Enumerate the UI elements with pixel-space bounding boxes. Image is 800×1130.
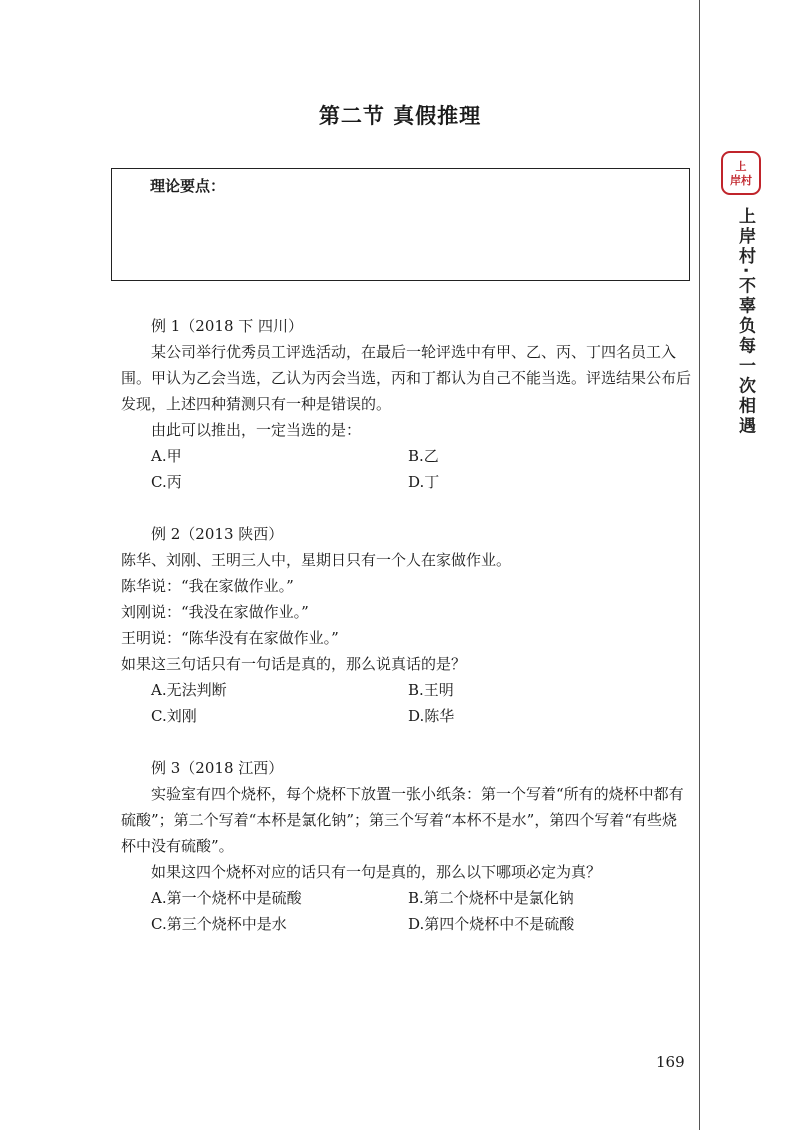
example-3-label: 例 3（2018 江西） [151,759,284,777]
example-2-option-b: B.王明 [408,681,454,699]
page-number: 169 [656,1053,685,1071]
logo-seal-text-top: 上 [735,160,747,173]
example-3-option-d: D.第四个烧杯中不是硫酸 [408,915,575,933]
example-3-option-a: A.第一个烧杯中是硫酸 [151,889,302,907]
section-title: 第二节 真假推理 [318,104,482,128]
example-1-paragraph: 某公司举行优秀员工评选活动，在最后一轮评选中有甲、乙、丙、丁四名员工入围。甲认为乙会当选，乙认为丙会当选，丙和丁都认为自己不能当选。评选结果公布后发现，上述四种猜测只有一种是错误的。 [121,343,692,413]
theory-box [111,168,690,281]
example-1-option-b: B.乙 [408,447,439,465]
vertical-slogan: 上岸村·不辜负每一次相遇 [735,207,755,437]
example-2-question: 如果这三句话只有一句话是真的，那么说真话的是？ [121,655,467,673]
example-3-paragraph: 实验室有四个烧杯，每个烧杯下放置一张小纸条：第一个写着“所有的烧杯中都有硫酸”；第二个写着“本杯是氯化钠”；第三个写着“本杯不是水”，第四个写着“有些烧杯中没有硫酸”。 [121,785,684,855]
example-1-option-d: D.丁 [408,473,440,491]
example-2-line: 刘刚说：“我没在家做作业。” [121,603,309,621]
example-2-line: 陈华、刘刚、王明三人中，星期日只有一个人在家做作业。 [121,551,512,569]
example-2-options [121,677,691,729]
example-3-option-c: C.第三个烧杯中是水 [151,915,287,933]
logo-seal [721,151,761,195]
content-area [121,313,691,937]
example-2-label: 例 2（2013 陕西） [151,525,284,543]
example-3-options [121,885,691,937]
example-1-option-a: A.甲 [151,447,182,465]
example-2-line: 陈华说：“我在家做作业。” [121,577,294,595]
theory-label: 理论要点： [150,177,226,195]
logo-seal-text-bottom: 岸村 [730,174,752,187]
example-2-option-d: D.陈华 [408,707,455,725]
example-1-option-c: C.丙 [151,473,182,491]
example-2-option-c: C.刘刚 [151,707,197,725]
example-1-question: 由此可以推出，一定当选的是： [151,421,362,439]
example-1-label: 例 1（2018 下 四川） [151,317,304,335]
example-2-option-a: A.无法判断 [151,681,227,699]
example-3-question: 如果这四个烧杯对应的话只有一句是真的，那么以下哪项必定为真？ [151,863,602,881]
example-2-line: 王明说：“陈华没有在家做作业。” [121,629,339,647]
spacer [121,495,691,521]
spacer [121,729,691,755]
margin-divider-line [699,0,700,1130]
example-3-option-b: B.第二个烧杯中是氯化钠 [408,889,574,907]
example-1-options [121,443,691,495]
